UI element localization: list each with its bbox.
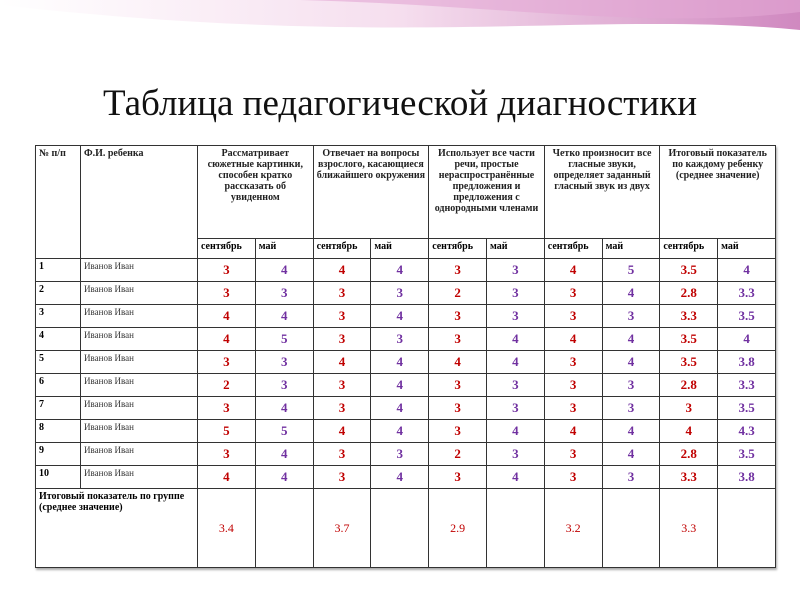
score-cell: 4 (371, 420, 429, 443)
score-cell: 3 (313, 397, 371, 420)
subheader-may: май (486, 239, 544, 259)
score-cell: 3 (544, 374, 602, 397)
score-cell: 2 (429, 443, 487, 466)
score-cell: 5 (255, 328, 313, 351)
score-cell: 3.5 (718, 305, 776, 328)
table-row (36, 328, 776, 351)
subheader-may: май (371, 239, 429, 259)
score-cell: 5 (255, 420, 313, 443)
score-cell: 4 (371, 374, 429, 397)
score-cell: 3 (544, 443, 602, 466)
score-cell: 4 (660, 420, 718, 443)
row-number: 6 (36, 374, 81, 397)
score-cell: 4 (544, 328, 602, 351)
child-name: Иванов Иван (81, 351, 198, 374)
score-cell: 4 (371, 397, 429, 420)
score-cell: 3 (255, 374, 313, 397)
subheader-may: май (602, 239, 660, 259)
score-cell: 3 (544, 466, 602, 489)
subheader-september: сентябрь (313, 239, 371, 259)
score-cell: 4 (255, 466, 313, 489)
score-cell: 4 (198, 305, 256, 328)
score-cell: 4 (486, 420, 544, 443)
score-cell: 3 (198, 282, 256, 305)
score-cell: 2 (198, 374, 256, 397)
table-row (36, 420, 776, 443)
score-cell: 4 (602, 328, 660, 351)
score-cell: 3.5 (660, 328, 718, 351)
score-cell: 3 (602, 466, 660, 489)
row-number: 4 (36, 328, 81, 351)
group-average: 3.3 (660, 489, 718, 568)
child-name: Иванов Иван (81, 397, 198, 420)
score-cell: 3 (602, 374, 660, 397)
child-name: Иванов Иван (81, 466, 198, 489)
score-cell: 3 (486, 305, 544, 328)
score-cell: 3 (429, 466, 487, 489)
table-row (36, 351, 776, 374)
score-cell: 4 (486, 351, 544, 374)
score-cell: 3 (429, 420, 487, 443)
score-cell: 4 (198, 466, 256, 489)
score-cell: 4 (486, 466, 544, 489)
child-name: Иванов Иван (81, 259, 198, 282)
score-cell: 4 (371, 466, 429, 489)
score-cell: 5 (602, 259, 660, 282)
score-cell: 3 (602, 397, 660, 420)
score-cell: 3 (313, 328, 371, 351)
score-cell: 4.3 (718, 420, 776, 443)
table-row (36, 305, 776, 328)
score-cell: 4 (544, 259, 602, 282)
subheader-september: сентябрь (660, 239, 718, 259)
score-cell: 4 (371, 351, 429, 374)
row-number: 10 (36, 466, 81, 489)
group-total-row (36, 489, 776, 568)
score-cell: 3 (429, 397, 487, 420)
subheader-may: май (718, 239, 776, 259)
score-cell: 3.3 (718, 374, 776, 397)
score-cell: 3 (486, 282, 544, 305)
score-cell: 3 (486, 259, 544, 282)
score-cell: 3 (660, 397, 718, 420)
row-number: 2 (36, 282, 81, 305)
header-criterion-5: Итоговый показатель по каждому ребенку (среднее значение) (660, 146, 776, 239)
child-name: Иванов Иван (81, 374, 198, 397)
empty-cell (602, 489, 660, 568)
score-cell: 4 (718, 328, 776, 351)
score-cell: 3 (198, 259, 256, 282)
score-cell: 4 (313, 420, 371, 443)
score-cell: 3 (602, 305, 660, 328)
header-criterion-2: Отвечает на вопросы взрослого, касающиеся ближайшего окружения (313, 146, 429, 239)
score-cell: 3 (371, 282, 429, 305)
header-criterion-3: Использует все части речи, простые нераспространённые предложения и предложения с однородными членами (429, 146, 545, 239)
score-cell: 4 (602, 282, 660, 305)
score-cell: 3 (313, 466, 371, 489)
score-cell: 3 (429, 374, 487, 397)
score-cell: 3.5 (718, 397, 776, 420)
child-name: Иванов Иван (81, 420, 198, 443)
subheader-september: сентябрь (429, 239, 487, 259)
score-cell: 4 (602, 420, 660, 443)
score-cell: 4 (255, 397, 313, 420)
table-row (36, 397, 776, 420)
score-cell: 2.8 (660, 282, 718, 305)
score-cell: 3 (371, 443, 429, 466)
score-cell: 3.5 (718, 443, 776, 466)
score-cell: 4 (255, 305, 313, 328)
row-number: 7 (36, 397, 81, 420)
row-number: 5 (36, 351, 81, 374)
score-cell: 3 (313, 374, 371, 397)
score-cell: 4 (255, 443, 313, 466)
subheader-may: май (255, 239, 313, 259)
score-cell: 3 (255, 282, 313, 305)
score-cell: 3 (371, 328, 429, 351)
score-cell: 3 (544, 305, 602, 328)
score-cell: 4 (602, 443, 660, 466)
score-cell: 4 (371, 259, 429, 282)
score-cell: 3.5 (660, 259, 718, 282)
header-num: № п/п (36, 146, 81, 259)
row-number: 8 (36, 420, 81, 443)
empty-cell (371, 489, 429, 568)
header-name: Ф.И. ребенка (81, 146, 198, 259)
score-cell: 3.3 (718, 282, 776, 305)
subheader-september: сентябрь (544, 239, 602, 259)
header-criterion-1: Рассматривает сюжетные картинки, способен кратко рассказать об увиденном (198, 146, 314, 239)
child-name: Иванов Иван (81, 282, 198, 305)
row-number: 3 (36, 305, 81, 328)
score-cell: 3 (429, 328, 487, 351)
group-average: 2.9 (429, 489, 487, 568)
score-cell: 3 (544, 397, 602, 420)
score-cell: 3.5 (660, 351, 718, 374)
score-cell: 3.8 (718, 466, 776, 489)
score-cell: 4 (718, 259, 776, 282)
subheader-september: сентябрь (198, 239, 256, 259)
score-cell: 3 (198, 443, 256, 466)
score-cell: 3.3 (660, 305, 718, 328)
score-cell: 3.3 (660, 466, 718, 489)
score-cell: 3 (486, 397, 544, 420)
table-row (36, 374, 776, 397)
table-row (36, 282, 776, 305)
score-cell: 3 (429, 259, 487, 282)
table-row (36, 466, 776, 489)
score-cell: 4 (602, 351, 660, 374)
score-cell: 3 (486, 374, 544, 397)
score-cell: 3 (198, 351, 256, 374)
table-row (36, 259, 776, 282)
group-average: 3.4 (198, 489, 256, 568)
score-cell: 4 (544, 420, 602, 443)
score-cell: 3 (198, 397, 256, 420)
score-cell: 4 (198, 328, 256, 351)
score-cell: 2.8 (660, 374, 718, 397)
score-cell: 4 (313, 259, 371, 282)
score-cell: 2.8 (660, 443, 718, 466)
row-number: 9 (36, 443, 81, 466)
group-total-label: Итоговый показатель по группе (среднее значение) (36, 489, 198, 568)
diagnostics-table (35, 145, 776, 568)
score-cell: 3 (486, 443, 544, 466)
page-title: Таблица педагогической диагностики (102, 83, 698, 124)
score-cell: 3 (544, 282, 602, 305)
score-cell: 3 (429, 305, 487, 328)
child-name: Иванов Иван (81, 305, 198, 328)
score-cell: 3 (313, 443, 371, 466)
score-cell: 4 (313, 351, 371, 374)
score-cell: 4 (255, 259, 313, 282)
score-cell: 5 (198, 420, 256, 443)
score-cell: 3.8 (718, 351, 776, 374)
score-cell: 3 (544, 351, 602, 374)
score-cell: 4 (429, 351, 487, 374)
table-row (36, 443, 776, 466)
score-cell: 3 (255, 351, 313, 374)
header-criterion-4: Четко произносит все гласные звуки, определяет заданный гласный звук из двух (544, 146, 660, 239)
empty-cell (486, 489, 544, 568)
score-cell: 2 (429, 282, 487, 305)
child-name: Иванов Иван (81, 443, 198, 466)
score-cell: 3 (313, 305, 371, 328)
row-number: 1 (36, 259, 81, 282)
empty-cell (718, 489, 776, 568)
score-cell: 4 (371, 305, 429, 328)
score-cell: 4 (486, 328, 544, 351)
group-average: 3.2 (544, 489, 602, 568)
decorative-wave-banner (0, 0, 800, 60)
child-name: Иванов Иван (81, 328, 198, 351)
empty-cell (255, 489, 313, 568)
score-cell: 3 (313, 282, 371, 305)
group-average: 3.7 (313, 489, 371, 568)
